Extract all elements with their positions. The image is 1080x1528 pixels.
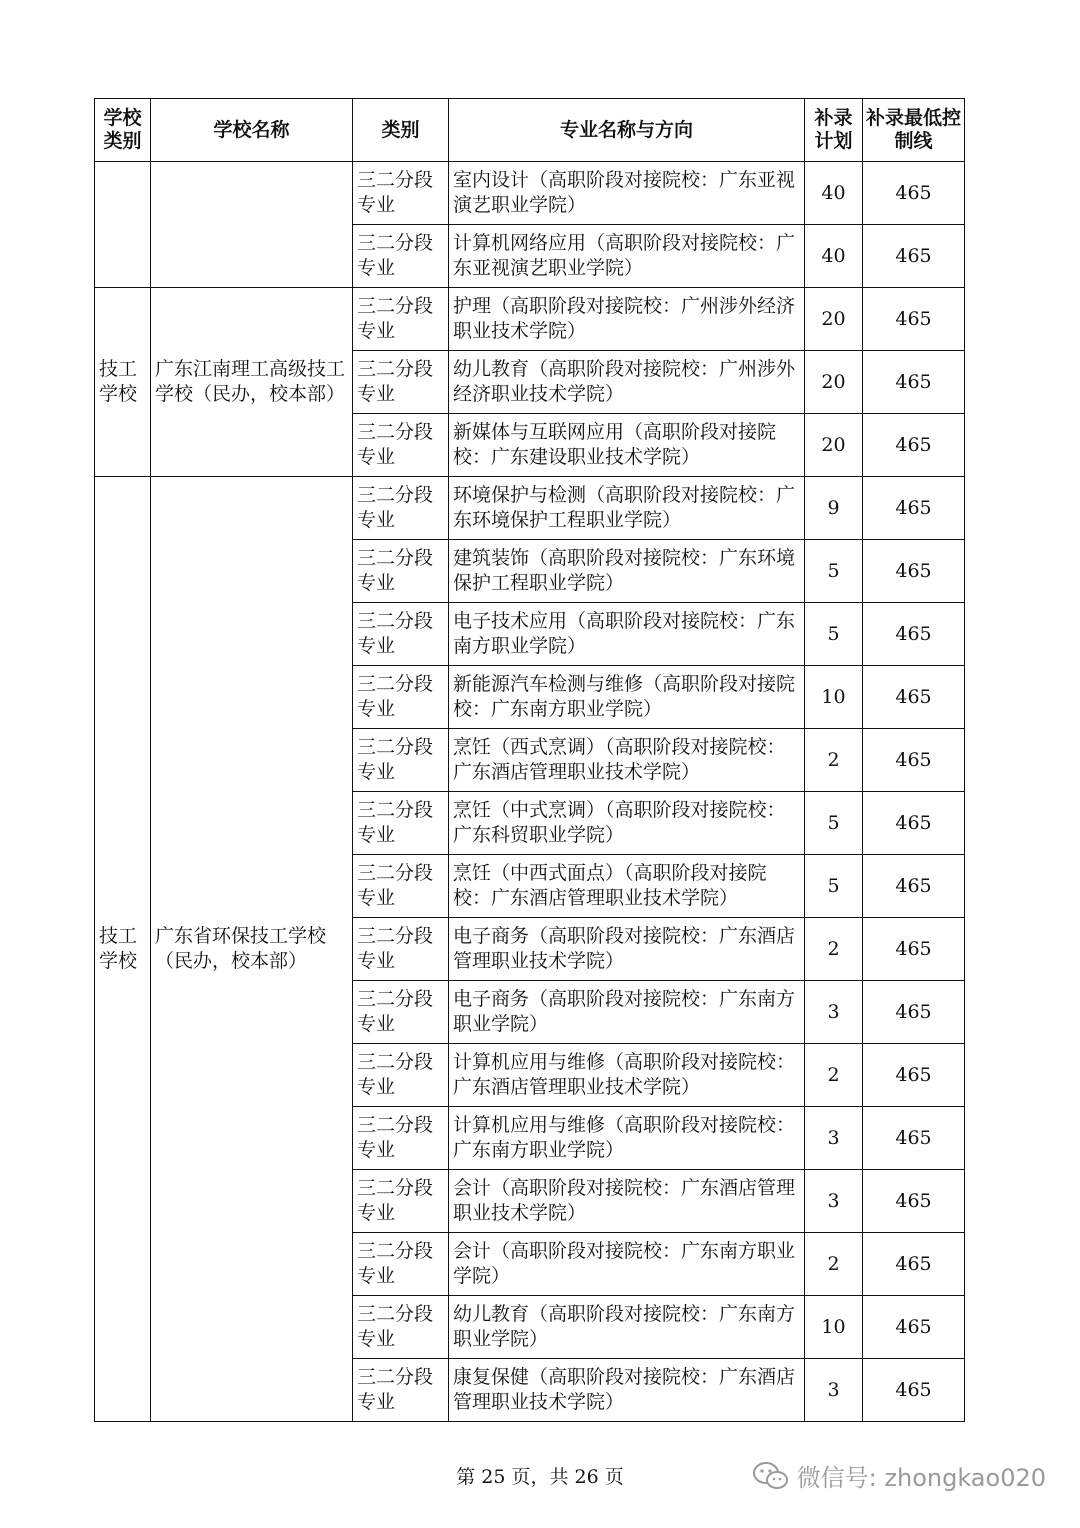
plan-cell: 2: [805, 1044, 863, 1107]
major-cell: 康复保健（高职阶段对接院校：广东酒店管理职业技术学院）: [449, 1359, 805, 1422]
category-cell: 三二分段专业: [353, 1296, 449, 1359]
min-line-cell: 465: [863, 414, 965, 477]
plan-cell: 9: [805, 477, 863, 540]
table-body: [95, 162, 965, 1422]
category-cell: 三二分段专业: [353, 1359, 449, 1422]
table-header: [95, 99, 965, 162]
plan-cell: 3: [805, 1170, 863, 1233]
major-cell: 建筑装饰（高职阶段对接院校：广东环境保护工程职业学院）: [449, 540, 805, 603]
major-cell: 烹饪（西式烹调）（高职阶段对接院校：广东酒店管理职业技术学院）: [449, 729, 805, 792]
category-cell: 三二分段专业: [353, 162, 449, 225]
header-school-name: 学校名称: [151, 99, 353, 162]
major-cell: 新媒体与互联网应用（高职阶段对接院校：广东建设职业技术学院）: [449, 414, 805, 477]
min-line-cell: 465: [863, 1359, 965, 1422]
min-line-cell: 465: [863, 540, 965, 603]
min-line-cell: 465: [863, 855, 965, 918]
plan-cell: 3: [805, 1107, 863, 1170]
category-cell: 三二分段专业: [353, 1107, 449, 1170]
major-cell: 环境保护与检测（高职阶段对接院校：广东环境保护工程职业学院）: [449, 477, 805, 540]
table-row: [95, 162, 965, 225]
min-line-cell: 465: [863, 729, 965, 792]
category-cell: 三二分段专业: [353, 540, 449, 603]
header-plan: 补录计划: [805, 99, 863, 162]
page-number: 第 25 页，共 26 页: [456, 1466, 624, 1488]
major-cell: 室内设计（高职阶段对接院校：广东亚视演艺职业学院）: [449, 162, 805, 225]
min-line-cell: 465: [863, 1170, 965, 1233]
category-cell: 三二分段专业: [353, 1233, 449, 1296]
major-cell: 烹饪（中式烹调）（高职阶段对接院校：广东科贸职业学院）: [449, 792, 805, 855]
plan-cell: 2: [805, 729, 863, 792]
plan-cell: 20: [805, 351, 863, 414]
school-name-cell: 广东省环保技工学校（民办，校本部）: [151, 477, 353, 1422]
plan-cell: 20: [805, 288, 863, 351]
school-name-cell: [151, 162, 353, 288]
plan-cell: 5: [805, 792, 863, 855]
category-cell: 三二分段专业: [353, 288, 449, 351]
category-cell: 三二分段专业: [353, 477, 449, 540]
major-cell: 计算机应用与维修（高职阶段对接院校：广东南方职业学院）: [449, 1107, 805, 1170]
category-cell: 三二分段专业: [353, 1044, 449, 1107]
header-school-type: 学校类别: [95, 99, 151, 162]
min-line-cell: 465: [863, 288, 965, 351]
min-line-cell: 465: [863, 1107, 965, 1170]
min-line-cell: 465: [863, 1044, 965, 1107]
table-row: [95, 288, 965, 351]
wechat-icon: [751, 1460, 791, 1492]
major-cell: 会计（高职阶段对接院校：广东南方职业学院）: [449, 1233, 805, 1296]
plan-cell: 40: [805, 162, 863, 225]
plan-cell: 3: [805, 981, 863, 1044]
category-cell: 三二分段专业: [353, 225, 449, 288]
major-cell: 会计（高职阶段对接院校：广东酒店管理职业技术学院）: [449, 1170, 805, 1233]
category-cell: 三二分段专业: [353, 603, 449, 666]
min-line-cell: 465: [863, 1296, 965, 1359]
school-type-cell: 技工学校: [95, 288, 151, 477]
watermark-text: 微信号: zhongkao020: [796, 1464, 1046, 1492]
min-line-cell: 465: [863, 792, 965, 855]
min-line-cell: 465: [863, 477, 965, 540]
plan-cell: 20: [805, 414, 863, 477]
plan-cell: 5: [805, 855, 863, 918]
school-type-cell: [95, 162, 151, 288]
major-cell: 新能源汽车检测与维修（高职阶段对接院校：广东南方职业学院）: [449, 666, 805, 729]
min-line-cell: 465: [863, 918, 965, 981]
major-cell: 幼儿教育（高职阶段对接院校：广东南方职业学院）: [449, 1296, 805, 1359]
min-line-cell: 465: [863, 351, 965, 414]
plan-cell: 5: [805, 540, 863, 603]
enrollment-table: [94, 98, 965, 1422]
table-row: [95, 477, 965, 540]
plan-cell: 2: [805, 1233, 863, 1296]
min-line-cell: 465: [863, 603, 965, 666]
category-cell: 三二分段专业: [353, 351, 449, 414]
watermark: [751, 1458, 1046, 1493]
category-cell: 三二分段专业: [353, 414, 449, 477]
school-type-cell: 技工学校: [95, 477, 151, 1422]
category-cell: 三二分段专业: [353, 792, 449, 855]
category-cell: 三二分段专业: [353, 855, 449, 918]
plan-cell: 10: [805, 1296, 863, 1359]
category-cell: 三二分段专业: [353, 1170, 449, 1233]
category-cell: 三二分段专业: [353, 729, 449, 792]
min-line-cell: 465: [863, 1233, 965, 1296]
min-line-cell: 465: [863, 981, 965, 1044]
plan-cell: 10: [805, 666, 863, 729]
major-cell: 计算机网络应用（高职阶段对接院校：广东亚视演艺职业学院）: [449, 225, 805, 288]
major-cell: 电子技术应用（高职阶段对接院校：广东南方职业学院）: [449, 603, 805, 666]
major-cell: 护理（高职阶段对接院校：广州涉外经济职业技术学院）: [449, 288, 805, 351]
min-line-cell: 465: [863, 666, 965, 729]
major-cell: 烹饪（中西式面点）（高职阶段对接院校：广东酒店管理职业技术学院）: [449, 855, 805, 918]
header-category: 类别: [353, 99, 449, 162]
major-cell: 电子商务（高职阶段对接院校：广东南方职业学院）: [449, 981, 805, 1044]
major-cell: 幼儿教育（高职阶段对接院校：广州涉外经济职业技术学院）: [449, 351, 805, 414]
header-min-line: 补录最低控制线: [863, 99, 965, 162]
major-cell: 电子商务（高职阶段对接院校：广东酒店管理职业技术学院）: [449, 918, 805, 981]
plan-cell: 2: [805, 918, 863, 981]
plan-cell: 3: [805, 1359, 863, 1422]
header-major: 专业名称与方向: [449, 99, 805, 162]
major-cell: 计算机应用与维修（高职阶段对接院校：广东酒店管理职业技术学院）: [449, 1044, 805, 1107]
plan-cell: 40: [805, 225, 863, 288]
school-name-cell: 广东江南理工高级技工学校（民办，校本部）: [151, 288, 353, 477]
category-cell: 三二分段专业: [353, 918, 449, 981]
min-line-cell: 465: [863, 225, 965, 288]
min-line-cell: 465: [863, 162, 965, 225]
category-cell: 三二分段专业: [353, 666, 449, 729]
plan-cell: 5: [805, 603, 863, 666]
category-cell: 三二分段专业: [353, 981, 449, 1044]
